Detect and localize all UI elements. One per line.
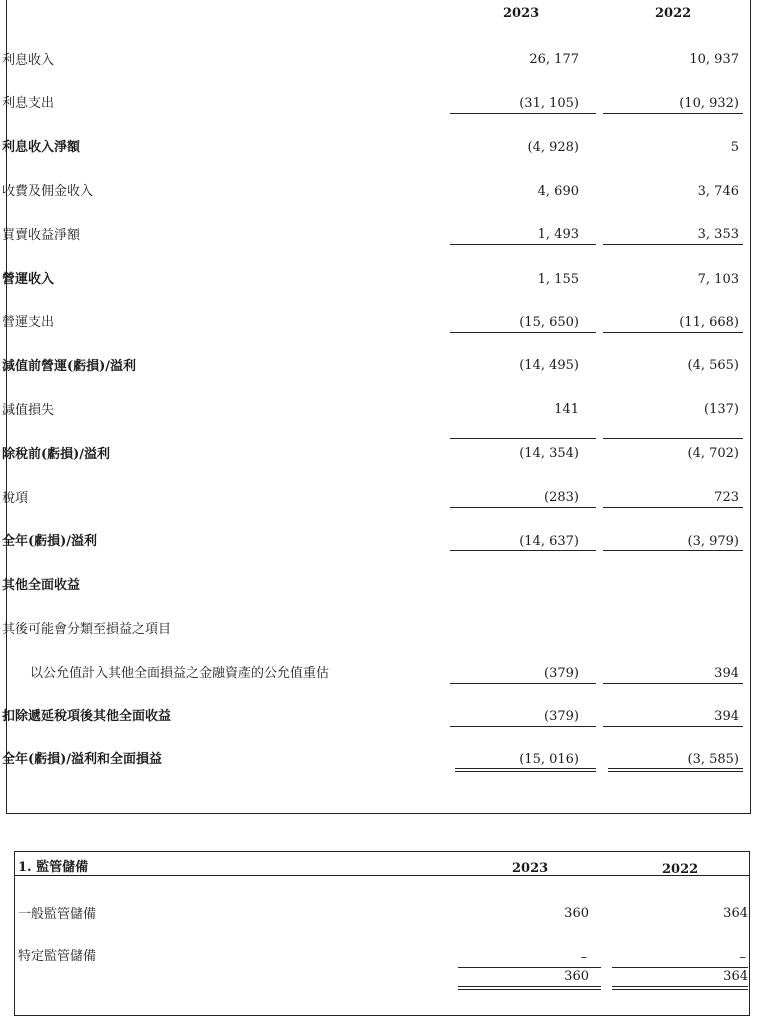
- row-label-tax: 稅項: [2, 491, 29, 506]
- row-value-2022-operating-income: 7, 103: [697, 272, 739, 287]
- row-value-2022-tax: 723: [714, 490, 739, 505]
- row-value-2022-interest-income: 10, 937: [689, 52, 739, 67]
- row-value-2023-fvoci-revaluation: (379): [544, 666, 579, 681]
- row-label-net-interest-income: 利息收入淨額: [2, 140, 81, 155]
- row-value-2022-impairment-loss: (137): [704, 402, 739, 417]
- row-value-2023-impairment-loss: 141: [554, 402, 579, 417]
- reserves-value-2022-total: 364: [723, 969, 748, 984]
- row-label-other-comprehensive-income: 其他全面收益: [2, 578, 81, 593]
- row-value-2022-pre-tax-result: (4, 702): [687, 446, 739, 461]
- row-value-2023-net-interest-income: (4, 928): [527, 140, 579, 155]
- subtotal-rule: [450, 683, 596, 684]
- total-double-rule: [455, 768, 596, 772]
- row-label-net-trading-gain: 買賣收益淨額: [2, 228, 81, 243]
- row-value-2023-annual-result: (14, 637): [519, 534, 579, 549]
- row-value-2022-net-trading-gain: 3, 353: [697, 227, 739, 242]
- subtotal-rule: [450, 726, 596, 727]
- row-label-impairment-loss: 減值損失: [2, 403, 55, 418]
- row-value-2023-net-trading-gain: 1, 493: [537, 227, 579, 242]
- subtotal-rule: [603, 244, 743, 245]
- row-value-2023-interest-expense: (31, 105): [519, 96, 579, 111]
- total-double-rule: [458, 986, 601, 990]
- header-year-2022: 2022: [655, 6, 692, 21]
- row-label-annual-result: 全年(虧損)/溢利: [2, 534, 98, 549]
- total-double-rule: [608, 768, 743, 772]
- row-label-operating-expense: 營運支出: [2, 315, 55, 330]
- reserves-value-2022-specific: –: [739, 950, 746, 965]
- row-value-2022-fvoci-revaluation: 394: [714, 666, 739, 681]
- reserves-label-specific: 特定監管儲備: [18, 949, 97, 964]
- reserves-header-year-2022: 2022: [662, 862, 699, 877]
- subtotal-rule: [450, 550, 596, 551]
- row-value-2023-tax: (283): [544, 490, 579, 505]
- reserves-title: 1. 監管儲備: [18, 860, 89, 875]
- subtotal-rule: [450, 507, 596, 508]
- row-label-items-reclassifiable: 其後可能會分類至損益之項目: [2, 622, 172, 637]
- row-label-operating-income: 營運收入: [2, 272, 55, 287]
- row-value-2022-operating-expense: (11, 668): [679, 315, 739, 330]
- row-value-2022-oci-net-of-deferred-tax: 394: [714, 709, 739, 724]
- row-label-total-comprehensive-result: 全年(虧損)/溢利和全面損益: [2, 752, 163, 767]
- reserves-label-general: 一般監管儲備: [18, 907, 97, 922]
- subtotal-rule: [603, 550, 743, 551]
- subtotal-rule: [458, 967, 601, 968]
- row-value-2023-interest-income: 26, 177: [529, 52, 579, 67]
- row-value-2023-pre-tax-result: (14, 354): [519, 446, 579, 461]
- row-label-pre-impairment-result: 減值前營運(虧損)/溢利: [2, 359, 137, 374]
- reserves-value-2022-general: 364: [723, 906, 748, 921]
- row-value-2023-oci-net-of-deferred-tax: (379): [544, 709, 579, 724]
- row-value-2023-pre-impairment-result: (14, 495): [519, 358, 579, 373]
- total-double-rule: [612, 986, 748, 990]
- reserves-header-rule: [15, 875, 749, 876]
- row-label-interest-income: 利息收入: [2, 53, 55, 68]
- subtotal-rule: [450, 244, 596, 245]
- income-statement-table: [6, 0, 751, 814]
- subtotal-rule: [603, 113, 743, 114]
- row-label-pre-tax-result: 除稅前(虧損)/溢利: [2, 447, 111, 462]
- reserves-header-year-2023: 2023: [512, 861, 549, 876]
- subtotal-rule: [450, 438, 596, 439]
- row-label-fee-commission-income: 收費及佣金收入: [2, 184, 94, 199]
- row-label-fvoci-revaluation: 以公允值計入其他全面損益之金融資產的公允值重估: [30, 666, 330, 681]
- subtotal-rule: [450, 332, 596, 333]
- row-value-2023-operating-expense: (15, 650): [519, 315, 579, 330]
- row-value-2022-total-comprehensive-result: (3, 585): [687, 752, 739, 767]
- subtotal-rule: [603, 438, 743, 439]
- subtotal-rule: [603, 332, 743, 333]
- subtotal-rule: [603, 683, 743, 684]
- row-label-oci-net-of-deferred-tax: 扣除遞延稅項後其他全面收益: [2, 709, 172, 724]
- reserves-value-2023-general: 360: [564, 906, 589, 921]
- subtotal-rule: [603, 726, 743, 727]
- row-value-2022-annual-result: (3, 979): [687, 534, 739, 549]
- subtotal-rule: [603, 507, 743, 508]
- row-value-2022-pre-impairment-result: (4, 565): [687, 358, 739, 373]
- row-value-2022-interest-expense: (10, 932): [679, 96, 739, 111]
- row-value-2022-fee-commission-income: 3, 746: [697, 184, 739, 199]
- header-year-2023: 2023: [503, 6, 540, 21]
- row-label-interest-expense: 利息支出: [2, 96, 55, 111]
- row-value-2023-total-comprehensive-result: (15, 016): [519, 752, 579, 767]
- row-value-2023-operating-income: 1, 155: [537, 272, 579, 287]
- row-value-2023-fee-commission-income: 4, 690: [537, 184, 579, 199]
- reserves-value-2023-total: 360: [564, 969, 589, 984]
- subtotal-rule: [612, 967, 748, 968]
- row-value-2022-net-interest-income: 5: [730, 140, 739, 155]
- subtotal-rule: [450, 113, 596, 114]
- reserves-value-2023-specific: –: [580, 950, 587, 965]
